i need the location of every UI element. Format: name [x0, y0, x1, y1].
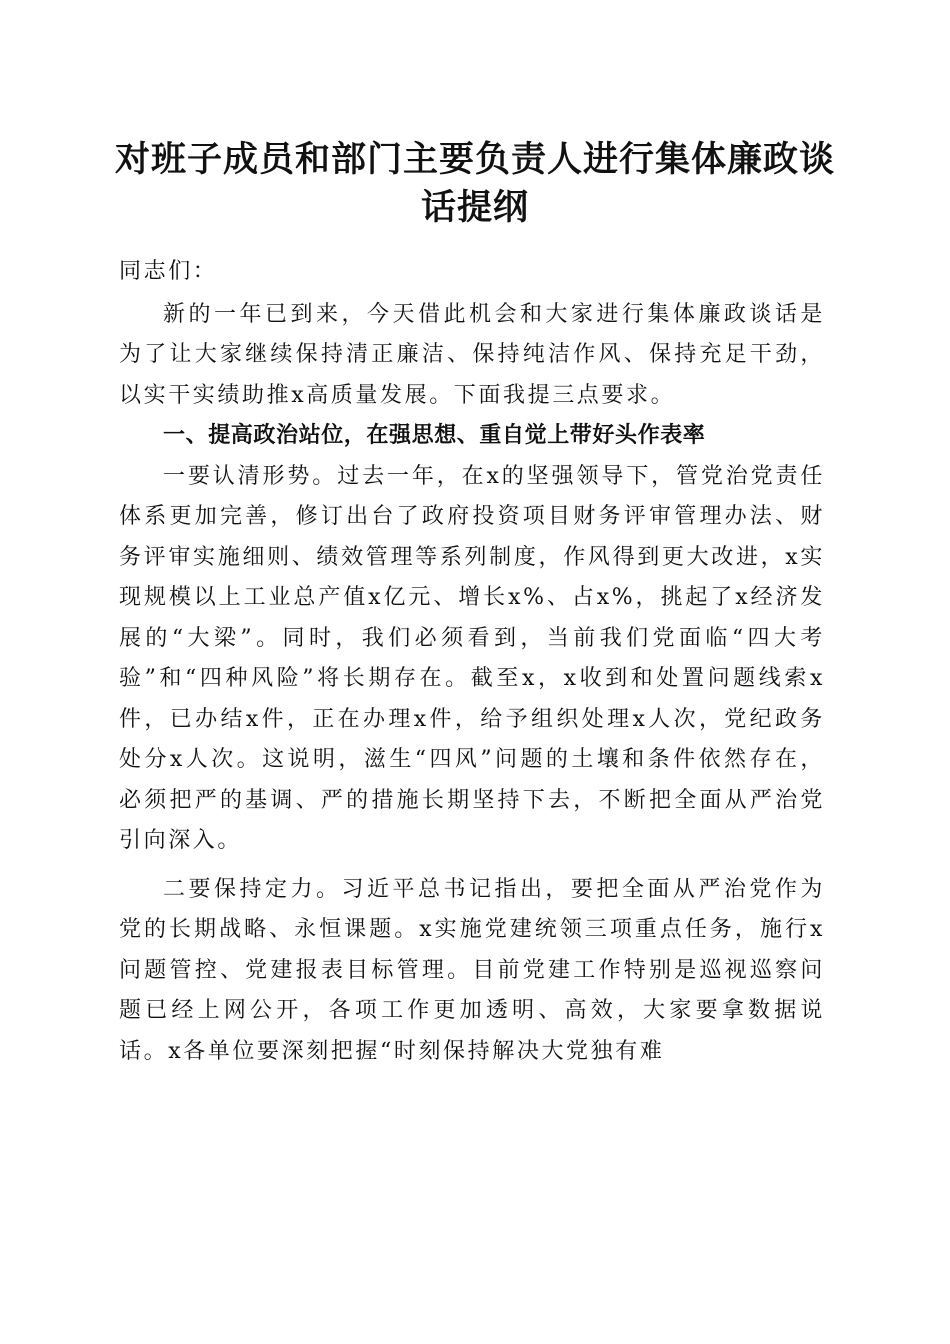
document-body — [119, 252, 825, 1072]
paragraph-situation: 一要认清形势。过去一年，在x的坚强领导下，管党治党责任体系更加完善，修订出台了政府投资项目财务评审管理办法、财务评审实施细则、绩效管理等系列制度，作风得到更大改进，x实现规模以上工业总产值x亿元、增长x%、占x%，挑起了x经济发展的“大梁”。同时，我们必须看到，当前我们党面临“四大考验”和“四种风险”将长期存在。截至x，x收到和处置问题线索x件，已办结x件，正在办理x件，给予组织处理x人次，党纪政务处分x人次。这说明，滋生“四风”问题的土壤和条件依然存在，必须把严的基调、严的措施长期坚持下去，不断把全面从严治党引向深入。 — [119, 463, 825, 853]
section-heading-1: 一、提高政治站位，在强思想、重自觉上带好头作表率 — [163, 423, 706, 448]
salutation: 同志们： — [119, 259, 218, 284]
paragraph-intro: 新的一年已到来，今天借此机会和大家进行集体廉政谈话是为了让大家继续保持清正廉洁、保持纯洁作风、保持充足干劲，以实干实绩助推x高质量发展。下面我提三点要求。 — [119, 301, 825, 408]
paragraph-determination: 二要保持定力。习近平总书记指出，要把全面从严治党作为党的长期战略、永恒课题。x实施党建统领三项重点任务，施行x问题管控、党建报表目标管理。目前党建工作特别是巡视巡察问题已经上网公开，各项工作更加透明、高效，大家要拿数据说话。x各单位要深刻把握“时刻保持解决大党独有难 — [119, 876, 825, 1064]
document-title: 对班子成员和部门主要负责人进行集体廉政谈话提纲 — [114, 139, 835, 228]
